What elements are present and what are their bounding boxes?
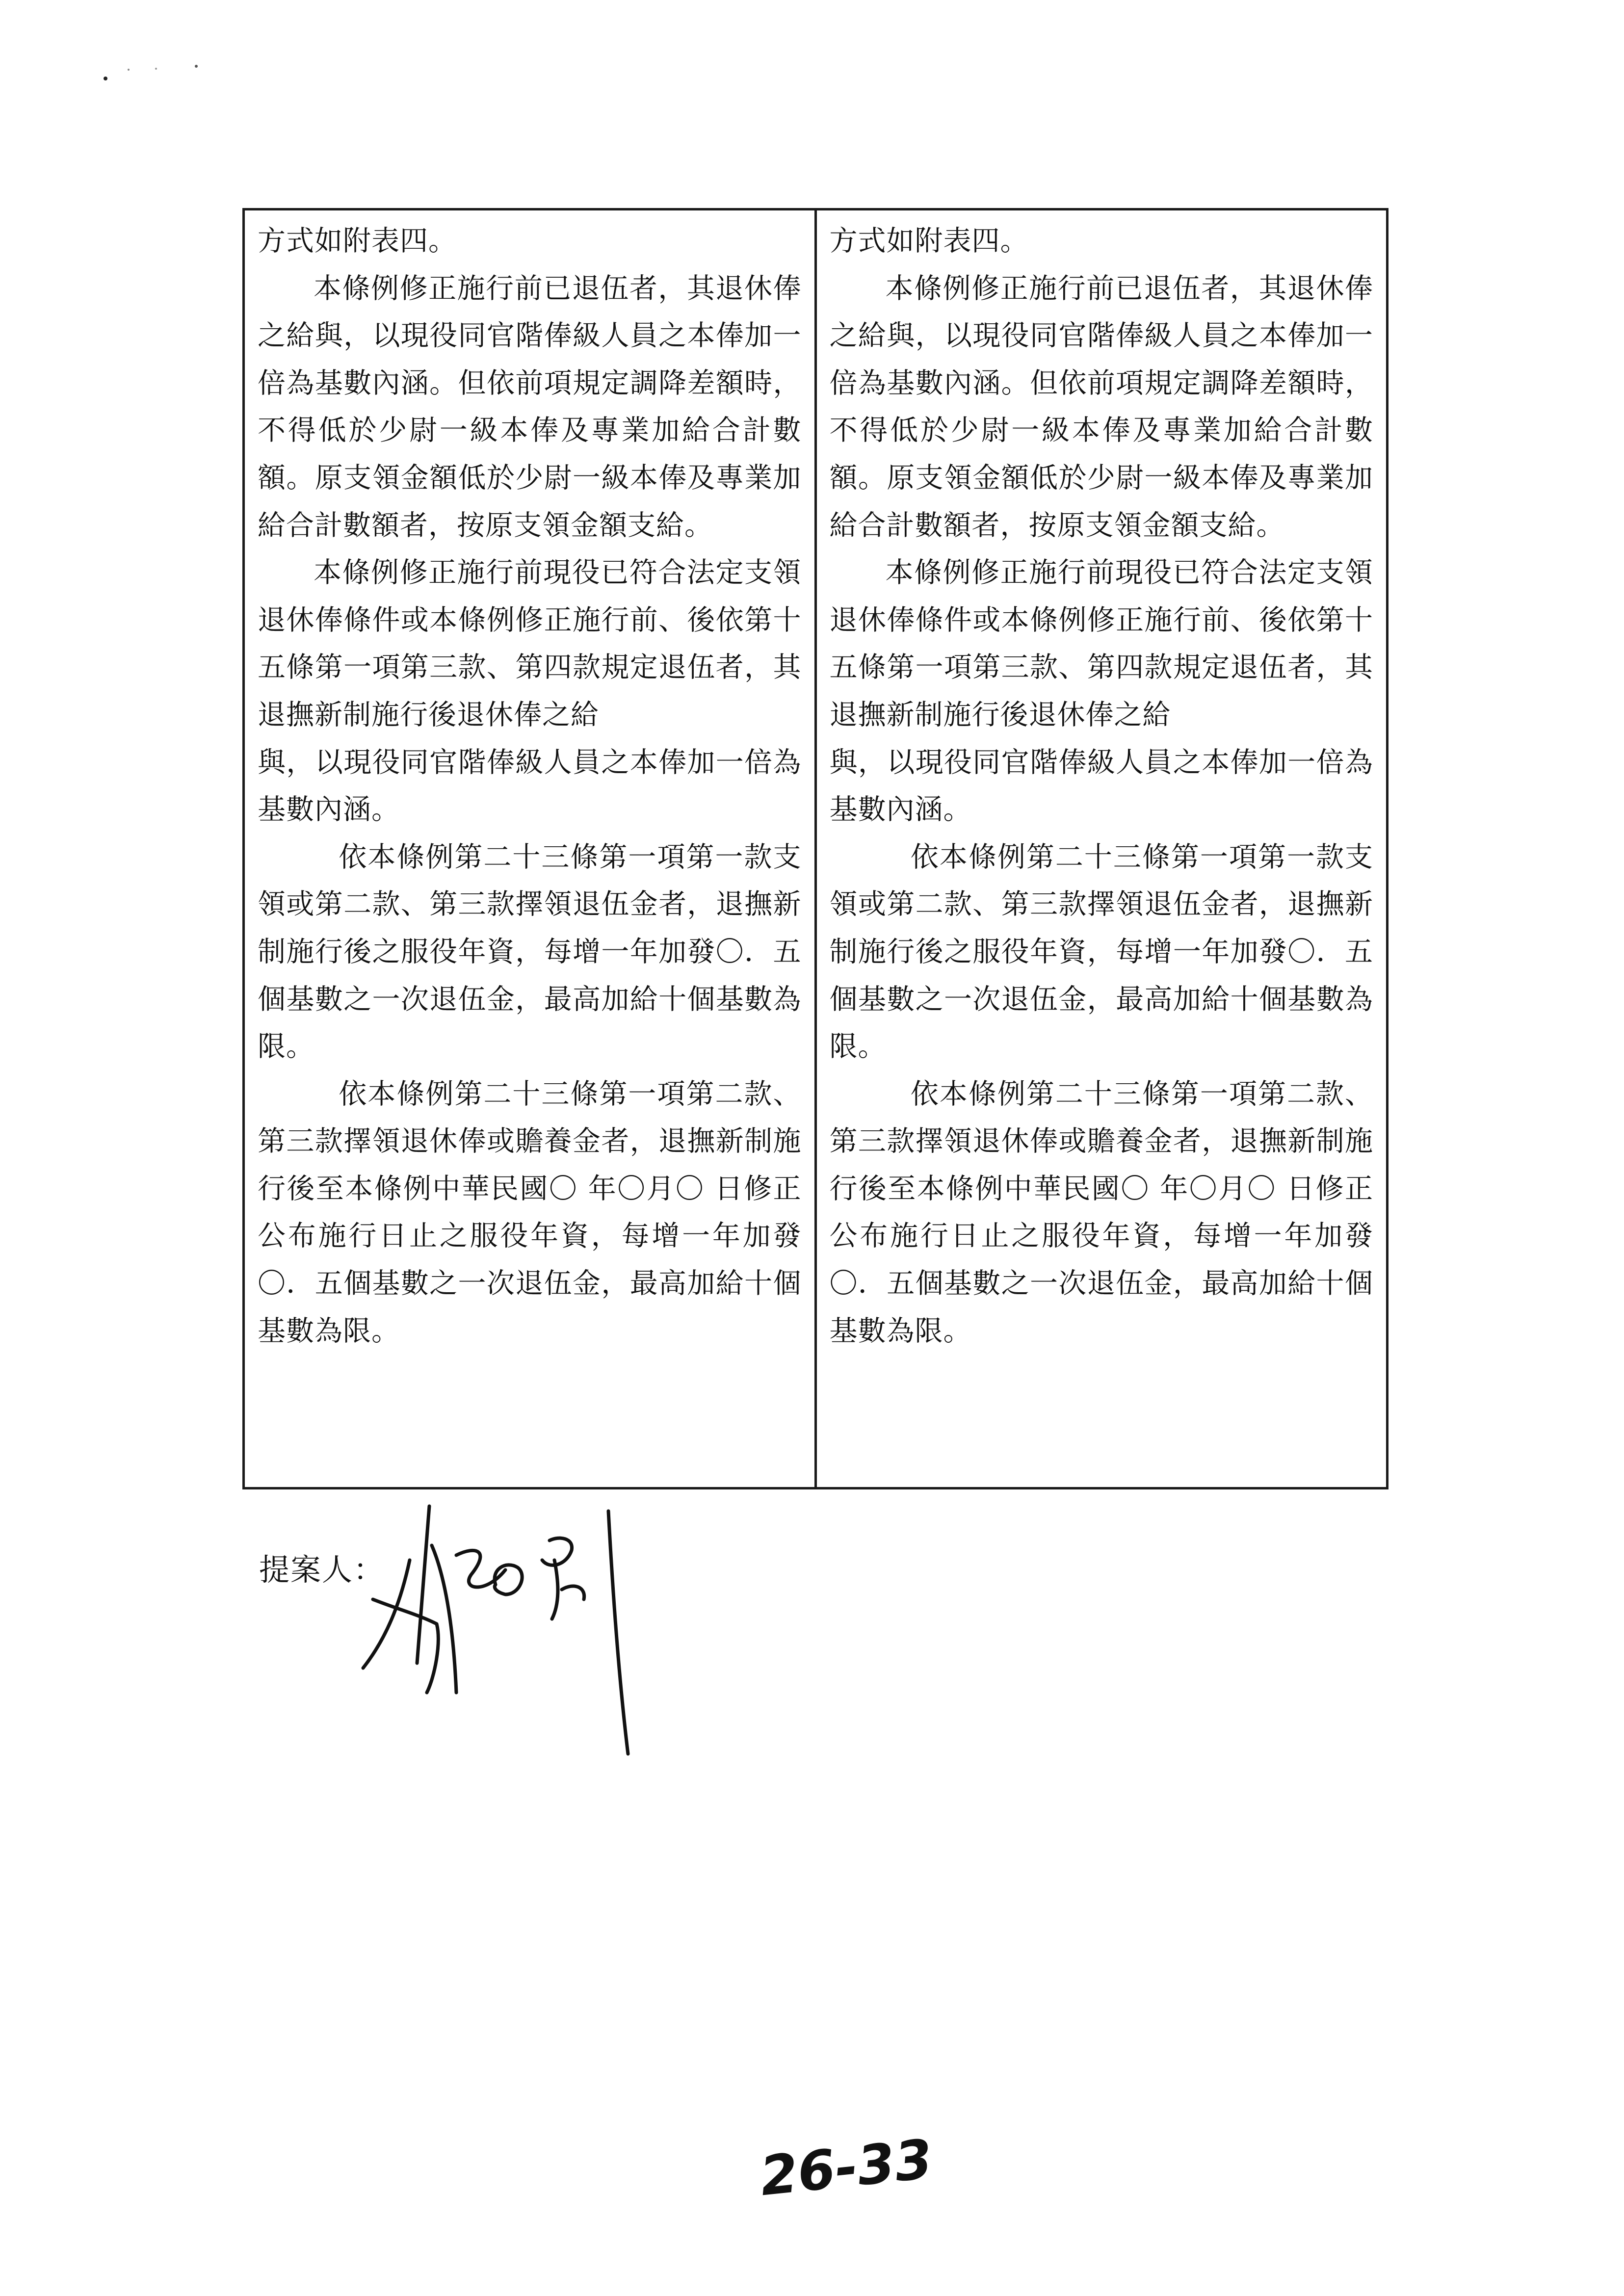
- text-line: 專業加給合計數額。原支領金額低於少: [258, 414, 802, 494]
- clause-paragraph: [830, 217, 1374, 265]
- text-line: 款支領或第二款、第三款擇領退伍金: [258, 840, 802, 921]
- text-line: 本條例修正施行前現役已符合法: [314, 556, 716, 589]
- text-line: 前、後依第十五條第一項第三款、第四: [258, 603, 802, 684]
- clause-paragraph: [830, 265, 1374, 549]
- text-line: 款支領或第二款、第三款擇領退伍金: [829, 840, 1374, 921]
- text-line: 款規定退伍者，其退撫新制施行後退休: [829, 651, 1374, 731]
- text-line: 〇月〇 日修正公布施行日止之服役年: [829, 1172, 1374, 1252]
- text-line: 退伍金，最高加給十個基數為限。: [829, 1267, 1373, 1347]
- text-line: 俸之給: [1085, 698, 1171, 731]
- text-line: 一年加發〇．五個基數之一次退伍金，: [258, 935, 802, 1016]
- text-line: 本條例修正施行前已退伍者，其退: [314, 272, 744, 305]
- scan-specks: [0, 0, 1624, 147]
- text-line: 依本條例第二十三條第一項第一: [339, 840, 744, 873]
- handwritten-signature: [343, 1487, 687, 1771]
- text-line: 資，每增一年加發〇．五個基數之一次: [258, 1220, 802, 1300]
- proposer-label: 提案人：: [259, 1552, 385, 1588]
- text-line: 前、後依第十五條第一項第三款、第四: [829, 603, 1374, 684]
- text-line: 專業加給合計數額。原支領金額低於少: [829, 414, 1373, 494]
- clause-paragraph: [830, 1070, 1374, 1355]
- text-line: 依本條例第二十三條第一項第二: [910, 1077, 1316, 1110]
- text-line: 本條例修正施行前現役已符合法: [885, 556, 1287, 589]
- text-line: 撫新制施行後至本條例中華民國〇 年: [258, 1125, 802, 1205]
- clause-paragraph: [258, 834, 802, 1070]
- text-line: 〇月〇 日修正公布施行日止之服役年: [258, 1172, 802, 1252]
- text-line: 依本條例第二十三條第一項第一: [910, 840, 1316, 873]
- clause-paragraph: [258, 217, 802, 265]
- text-line: 本條例修正施行前已退伍者，其退: [885, 272, 1316, 305]
- text-line: 倍為基數內涵。: [258, 746, 802, 826]
- page-number: [751, 2127, 936, 2218]
- text-line: 資，每增一年加發〇．五個基數之一次: [829, 1220, 1374, 1300]
- text-line: 休俸之給與，以現役同官階俸級人員之: [829, 272, 1373, 352]
- clause-paragraph: [258, 1070, 802, 1355]
- text-line: 原支領金額支給。: [1057, 509, 1285, 542]
- text-line: 依本條例第二十三條第一項第二: [339, 1077, 744, 1110]
- table-column-right: [814, 210, 1387, 1487]
- text-line: 尉一級本俸及專業加給合計數額者，按: [258, 461, 802, 542]
- text-line: 倍為基數內涵。: [829, 746, 1374, 826]
- text-line: 者，退撫新制施行後之服役年資，每增: [829, 888, 1374, 968]
- clause-paragraph: [830, 549, 1374, 738]
- text-line: 定支領退休俸條件或本條例修正施行: [258, 556, 802, 636]
- text-line: 款規定退伍者，其退撫新制施行後退休: [258, 651, 802, 731]
- text-line: 一年加發〇．五個基數之一次退伍金，: [829, 935, 1374, 1016]
- text-line: 休俸之給與，以現役同官階俸級人員之: [258, 272, 802, 352]
- text-line: 與，以現役同官階俸級人員之本俸加一: [829, 746, 1316, 779]
- clause-paragraph: [258, 265, 802, 549]
- text-line: 本俸加一倍為基數內涵。但依前項規定: [258, 319, 802, 399]
- text-line: 方式如附表四。: [829, 225, 1029, 257]
- text-line: 調降差額時，不得低於少尉一級本俸及: [829, 366, 1374, 447]
- text-line: 款、第三款擇領退休俸或贍養金者，退: [258, 1077, 802, 1158]
- text-line: 方式如附表四。: [258, 225, 457, 257]
- table-column-left: [245, 210, 814, 1487]
- text-line: 最高加給十個基數為限。: [829, 983, 1374, 1063]
- svg-text:26-33: 26-33: [757, 2127, 936, 2208]
- text-line: 退伍金，最高加給十個基數為限。: [258, 1267, 802, 1347]
- text-line: 款、第三款擇領退休俸或贍養金者，退: [829, 1077, 1374, 1158]
- clause-paragraph: [830, 739, 1374, 834]
- comparison-table: [242, 208, 1388, 1489]
- text-line: 本俸加一倍為基數內涵。但依前項規定: [829, 319, 1374, 399]
- clause-paragraph: [830, 834, 1374, 1070]
- text-line: 調降差額時，不得低於少尉一級本俸及: [258, 366, 802, 447]
- text-line: 俸之給: [514, 698, 599, 731]
- text-line: 最高加給十個基數為限。: [258, 983, 802, 1063]
- clause-paragraph: [258, 549, 802, 738]
- text-line: 原支領金額支給。: [485, 509, 713, 542]
- text-line: 撫新制施行後至本條例中華民國〇 年: [829, 1125, 1374, 1205]
- clause-paragraph: [258, 739, 802, 834]
- text-line: 定支領退休俸條件或本條例修正施行: [829, 556, 1373, 636]
- text-line: 與，以現役同官階俸級人員之本俸加一: [258, 746, 745, 779]
- text-line: 者，退撫新制施行後之服役年資，每增: [258, 888, 802, 968]
- text-line: 尉一級本俸及專業加給合計數額者，按: [829, 461, 1374, 542]
